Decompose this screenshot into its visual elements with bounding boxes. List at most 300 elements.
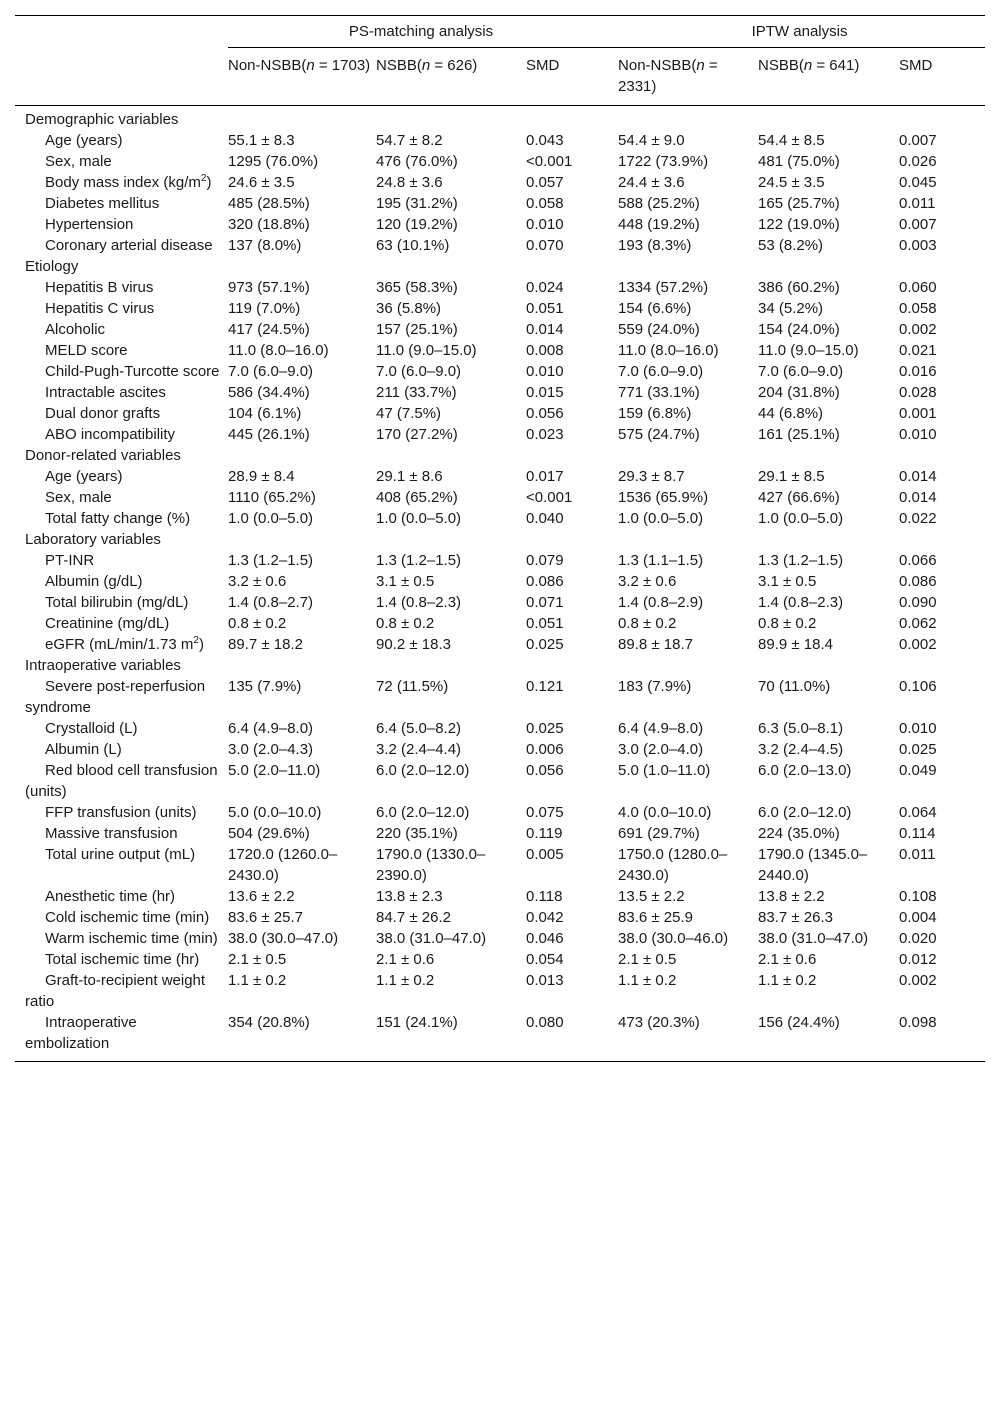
table-cell: 54.4 ± 9.0 — [618, 132, 685, 149]
table-cell: 0.011 — [899, 195, 936, 212]
table-row — [15, 718, 985, 739]
table-row — [15, 823, 985, 844]
variable-text: Diabetes mellitus — [45, 195, 160, 212]
col-header-n: n — [306, 57, 315, 74]
table-cell: 0.8 ± 0.2 — [228, 615, 287, 632]
col-header-n: n — [803, 57, 813, 74]
category-label: Donor-related variables — [25, 447, 181, 464]
table-cell: 0.012 — [899, 951, 937, 968]
variable-text: Massive transfusion — [45, 825, 178, 842]
table-cell: 54.4 ± 8.5 — [758, 132, 825, 149]
table-cell: 0.043 — [526, 132, 564, 149]
table-row — [15, 886, 985, 907]
table-cell: 320 (18.8%) — [228, 216, 310, 233]
table-cell: 6.4 (5.0–8.2) — [376, 720, 462, 737]
variable-text: Sex, male — [45, 153, 112, 170]
table-cell: 0.010 — [899, 426, 937, 443]
table-cell: 0.028 — [899, 384, 937, 401]
table-cell: 0.015 — [526, 384, 564, 401]
col-header — [758, 48, 899, 106]
variable-label — [15, 298, 228, 319]
table-cell: 6.0 (2.0–13.0) — [758, 762, 852, 779]
table-cell: 586 (34.4%) — [228, 384, 310, 401]
table-cell: 0.106 — [899, 678, 937, 695]
table-cell: 588 (25.2%) — [618, 195, 700, 212]
table-cell: 0.119 — [526, 825, 563, 842]
table-cell: 1790.0 (1330.0–2390.0) — [376, 846, 486, 884]
table-cell: 84.7 ± 26.2 — [376, 909, 451, 926]
variable-label — [15, 466, 228, 487]
variable-label — [15, 1012, 228, 1062]
col-header-count: = 2331) — [618, 57, 718, 95]
table-cell: 83.6 ± 25.7 — [228, 909, 303, 926]
variable-label — [15, 949, 228, 970]
table-cell: 119 (7.0%) — [228, 300, 301, 317]
table-cell: 0.021 — [899, 342, 937, 359]
category-row — [15, 445, 985, 466]
table-cell: 0.080 — [526, 1012, 618, 1062]
table-cell: 0.040 — [526, 510, 564, 527]
table-cell: 161 (25.1%) — [758, 426, 840, 443]
table-cell: 417 (24.5%) — [228, 321, 310, 338]
variable-text: Child-Pugh-Turcotte score — [45, 363, 220, 380]
variable-label — [15, 172, 228, 193]
table-cell: 7.0 (6.0–9.0) — [758, 363, 844, 380]
table-cell: 0.014 — [526, 321, 564, 338]
variable-label — [15, 550, 228, 571]
category-row — [15, 256, 985, 277]
table-cell: <0.001 — [526, 489, 573, 506]
table-cell: 3.1 ± 0.5 — [758, 573, 817, 590]
table-cell: 220 (35.1%) — [376, 825, 458, 842]
table-cell: 0.007 — [899, 216, 937, 233]
variable-label — [15, 214, 228, 235]
table-cell: 1536 (65.9%) — [618, 489, 709, 506]
variable-text: Sex, male — [45, 489, 112, 506]
table-cell: 0.062 — [899, 615, 937, 632]
table-cell: 165 (25.7%) — [758, 195, 840, 212]
table-cell: 0.042 — [526, 909, 564, 926]
table-cell: 13.8 ± 2.2 — [758, 888, 825, 905]
table-cell: 0.070 — [526, 237, 564, 254]
table-cell: 195 (31.2%) — [376, 195, 458, 212]
variable-label — [15, 970, 228, 1012]
col-header-label: NSBB( — [376, 57, 422, 74]
table-cell: 1295 (76.0%) — [228, 153, 319, 170]
table-cell: 4.0 (0.0–10.0) — [618, 804, 712, 821]
table-cell: 13.5 ± 2.2 — [618, 888, 685, 905]
table-row — [15, 298, 985, 319]
table-cell: 1.0 (0.0–5.0) — [758, 510, 844, 527]
variable-text: Intraoperative embolization — [25, 1014, 137, 1052]
table-row — [15, 340, 985, 361]
table-row — [15, 361, 985, 382]
table-cell: 448 (19.2%) — [618, 216, 700, 233]
variable-label — [15, 361, 228, 382]
table-cell: 481 (75.0%) — [758, 153, 840, 170]
variable-text: Creatinine (mg/dL) — [45, 615, 170, 632]
table-cell: 473 (20.3%) — [618, 1012, 758, 1062]
iptw-header: IPTW analysis — [618, 16, 985, 48]
table-cell: 354 (20.8%) — [228, 1012, 376, 1062]
table-cell: 204 (31.8%) — [758, 384, 840, 401]
variable-label — [15, 592, 228, 613]
table-cell: 72 (11.5%) — [376, 678, 449, 695]
variable-text: Crystalloid (L) — [45, 720, 138, 737]
table-cell: 1.1 ± 0.2 — [618, 972, 677, 989]
table-cell: 0.056 — [526, 762, 564, 779]
table-cell: 0.086 — [899, 573, 937, 590]
table-cell: 120 (19.2%) — [376, 216, 458, 233]
variable-label — [15, 130, 228, 151]
table-cell: 137 (8.0%) — [228, 237, 302, 254]
table-cell: 691 (29.7%) — [618, 825, 700, 842]
table-cell: 386 (60.2%) — [758, 279, 840, 296]
table-row — [15, 382, 985, 403]
variable-text: Total urine output (mL) — [45, 846, 196, 863]
table-cell: 24.8 ± 3.6 — [376, 174, 443, 191]
table-row — [15, 907, 985, 928]
group-header-row — [15, 16, 985, 48]
col-header-count: = 641) — [812, 57, 860, 74]
table-cell: 6.0 (2.0–12.0) — [376, 804, 470, 821]
variable-text: Total fatty change (%) — [45, 510, 191, 527]
table-cell: 0.013 — [526, 972, 564, 989]
col-header-count: = 626) — [430, 57, 478, 74]
table-row — [15, 1012, 985, 1062]
table-cell: 0.024 — [526, 279, 564, 296]
table-cell: 0.118 — [526, 888, 563, 905]
table-cell: 504 (29.6%) — [228, 825, 310, 842]
table-cell: 29.1 ± 8.6 — [376, 468, 443, 485]
table-cell: 7.0 (6.0–9.0) — [618, 363, 704, 380]
table-cell: 0.098 — [899, 1012, 985, 1062]
variable-text: Severe post-reperfusion syndrome — [25, 678, 206, 716]
variable-text: FFP transfusion (units) — [45, 804, 197, 821]
col-header — [618, 48, 758, 106]
table-cell: 2.1 ± 0.5 — [228, 951, 287, 968]
col-header — [376, 48, 526, 106]
variable-label — [15, 508, 228, 529]
variable-label — [15, 823, 228, 844]
table-cell: 0.064 — [899, 804, 937, 821]
table-cell: 154 (6.6%) — [618, 300, 692, 317]
variable-text: Warm ischemic time (min) — [45, 930, 218, 947]
variable-label — [15, 634, 228, 655]
table-cell: 365 (58.3%) — [376, 279, 458, 296]
table-cell: 29.1 ± 8.5 — [758, 468, 825, 485]
col-header-n: n — [421, 57, 431, 74]
table-body — [15, 106, 985, 1062]
table-cell: 28.9 ± 8.4 — [228, 468, 295, 485]
table-cell: 0.023 — [526, 426, 564, 443]
variable-text: Body mass index (kg/m — [45, 174, 201, 191]
table-cell: 183 (7.9%) — [618, 678, 692, 695]
superscript: 2 — [200, 173, 207, 184]
variable-text: MELD score — [45, 342, 128, 359]
table-cell: 1.1 ± 0.2 — [376, 972, 435, 989]
table-row — [15, 214, 985, 235]
table-cell: 0.002 — [899, 321, 937, 338]
table-row — [15, 844, 985, 886]
table-cell: 38.0 (30.0–47.0) — [228, 930, 339, 947]
table-row — [15, 151, 985, 172]
table-cell: 1.4 (0.8–2.9) — [618, 594, 704, 611]
table-cell: 122 (19.0%) — [758, 216, 840, 233]
table-cell: 1.0 (0.0–5.0) — [228, 510, 314, 527]
label-suffix: ) — [206, 174, 212, 191]
variable-label — [15, 802, 228, 823]
table-cell: 7.0 (6.0–9.0) — [228, 363, 314, 380]
variable-label — [15, 151, 228, 172]
table-cell: 0.049 — [899, 762, 937, 779]
table-cell: 24.4 ± 3.6 — [618, 174, 685, 191]
table-cell: 0.003 — [899, 237, 937, 254]
table-cell: 83.7 ± 26.3 — [758, 909, 833, 926]
table-row — [15, 739, 985, 760]
table-cell: 3.2 ± 0.6 — [618, 573, 677, 590]
table-cell: 0.8 ± 0.2 — [376, 615, 435, 632]
variable-text: Graft-to-recipient weight ratio — [25, 972, 206, 1010]
variable-text: Red blood cell transfusion (units) — [25, 762, 218, 800]
col-header-label: Non-NSBB( — [228, 57, 307, 74]
table-cell: 151 (24.1%) — [376, 1012, 526, 1062]
table-cell: 0.010 — [526, 363, 564, 380]
table-cell: 0.051 — [526, 300, 564, 317]
table-cell: 1.3 (1.2–1.5) — [376, 552, 462, 569]
variable-label — [15, 277, 228, 298]
table-cell: 2.1 ± 0.5 — [618, 951, 677, 968]
table-cell: 1.0 (0.0–5.0) — [618, 510, 704, 527]
table-row — [15, 676, 985, 718]
table-cell: 0.016 — [899, 363, 937, 380]
variable-text: Age (years) — [45, 132, 123, 149]
table-cell: 0.046 — [526, 930, 564, 947]
category-row — [15, 529, 985, 550]
table-row — [15, 949, 985, 970]
table-cell: 0.114 — [899, 825, 936, 842]
table-cell: 11.0 (8.0–16.0) — [228, 342, 329, 359]
table-cell: 0.086 — [526, 573, 564, 590]
table-cell: 0.008 — [526, 342, 564, 359]
table-cell: 0.010 — [899, 720, 937, 737]
table-cell: 0.066 — [899, 552, 937, 569]
variable-text: Albumin (g/dL) — [45, 573, 143, 590]
variable-label — [15, 340, 228, 361]
table-cell: 1722 (73.9%) — [618, 153, 709, 170]
table-cell: 1720.0 (1260.0–2430.0) — [228, 846, 338, 884]
table-cell: 0.017 — [526, 468, 564, 485]
table-cell: 445 (26.1%) — [228, 426, 310, 443]
variable-label — [15, 718, 228, 739]
table-row — [15, 424, 985, 445]
variable-label — [15, 613, 228, 634]
table-cell: 89.9 ± 18.4 — [758, 636, 833, 653]
variable-label — [15, 739, 228, 760]
table-cell: 54.7 ± 8.2 — [376, 132, 443, 149]
table-cell: 0.002 — [899, 972, 937, 989]
table-cell: 3.0 (2.0–4.3) — [228, 741, 314, 758]
variable-label — [15, 886, 228, 907]
variable-text: Alcoholic — [45, 321, 106, 338]
table-cell: 44 (6.8%) — [758, 405, 824, 422]
table-cell: 6.3 (5.0–8.1) — [758, 720, 844, 737]
table-cell: 0.075 — [526, 804, 564, 821]
table-cell: 36 (5.8%) — [376, 300, 442, 317]
table-cell: 0.002 — [899, 636, 937, 653]
table-cell: 13.6 ± 2.2 — [228, 888, 295, 905]
table-cell: 1.3 (1.2–1.5) — [758, 552, 844, 569]
table-row — [15, 130, 985, 151]
table-row — [15, 466, 985, 487]
table-cell: 0.090 — [899, 594, 937, 611]
table-cell: 0.025 — [899, 741, 937, 758]
variable-label — [15, 382, 228, 403]
category-label: Etiology — [25, 258, 79, 275]
variable-text: Albumin (L) — [45, 741, 122, 758]
variable-text: eGFR (mL/min/1.73 m — [45, 636, 194, 653]
table-cell: 104 (6.1%) — [228, 405, 302, 422]
table-cell: 485 (28.5%) — [228, 195, 310, 212]
table-cell: 476 (76.0%) — [376, 153, 458, 170]
table-cell: 38.0 (30.0–46.0) — [618, 930, 729, 947]
table-cell: 159 (6.8%) — [618, 405, 692, 422]
variable-text: Age (years) — [45, 468, 123, 485]
table-cell: 1790.0 (1345.0–2440.0) — [758, 846, 868, 884]
table-cell: 89.8 ± 18.7 — [618, 636, 693, 653]
table-cell: 5.0 (0.0–10.0) — [228, 804, 322, 821]
table-cell: 1750.0 (1280.0–2430.0) — [618, 846, 728, 884]
variable-label — [15, 928, 228, 949]
category-label: Demographic variables — [25, 111, 179, 128]
table-cell: 1.3 (1.1–1.5) — [618, 552, 704, 569]
variable-text: Coronary arterial disease — [45, 237, 213, 254]
variable-label — [15, 676, 228, 718]
table-cell: 5.0 (1.0–11.0) — [618, 762, 711, 779]
table-cell: 38.0 (31.0–47.0) — [376, 930, 487, 947]
variable-label — [15, 844, 228, 886]
baseline-characteristics-table — [15, 15, 985, 1062]
col-header — [899, 48, 985, 106]
table-cell: 34 (5.2%) — [758, 300, 824, 317]
variable-text: Cold ischemic time (min) — [45, 909, 210, 926]
col-header-label: NSBB( — [758, 57, 804, 74]
table-cell: 0.004 — [899, 909, 937, 926]
variable-label — [15, 907, 228, 928]
table-cell: 11.0 (8.0–16.0) — [618, 342, 719, 359]
table-cell: 0.026 — [899, 153, 937, 170]
table-cell: 559 (24.0%) — [618, 321, 700, 338]
table-cell: 11.0 (9.0–15.0) — [758, 342, 859, 359]
table-cell: 0.025 — [526, 720, 564, 737]
table-cell: 0.045 — [899, 174, 937, 191]
table-cell: 11.0 (9.0–15.0) — [376, 342, 477, 359]
table-cell: 6.0 (2.0–12.0) — [376, 762, 470, 779]
table-row — [15, 550, 985, 571]
table-cell: 3.2 ± 0.6 — [228, 573, 287, 590]
table-cell: 157 (25.1%) — [376, 321, 458, 338]
table-row — [15, 634, 985, 655]
header-variable-blank — [15, 48, 228, 106]
table-row — [15, 277, 985, 298]
table-row — [15, 928, 985, 949]
variable-label — [15, 193, 228, 214]
variable-text: Dual donor grafts — [45, 405, 161, 422]
table-cell: 0.011 — [899, 846, 936, 863]
variable-text: ABO incompatibility — [45, 426, 176, 443]
col-header-count: = 1703) — [314, 57, 371, 74]
variable-text: PT-INR — [45, 552, 95, 569]
table-cell: 1334 (57.2%) — [618, 279, 709, 296]
table-cell: 0.005 — [526, 846, 564, 863]
table-cell: 83.6 ± 25.9 — [618, 909, 693, 926]
table-cell: 53 (8.2%) — [758, 237, 824, 254]
table-cell: 13.8 ± 2.3 — [376, 888, 443, 905]
column-header-row — [15, 48, 985, 106]
table-row — [15, 508, 985, 529]
table-cell: 0.025 — [526, 636, 564, 653]
table-cell: 0.8 ± 0.2 — [618, 615, 677, 632]
table-cell: 1.4 (0.8–2.3) — [376, 594, 462, 611]
table-cell: 1.3 (1.2–1.5) — [228, 552, 314, 569]
table-cell: 0.006 — [526, 741, 564, 758]
table-row — [15, 319, 985, 340]
table-row — [15, 802, 985, 823]
category-row — [15, 106, 985, 131]
table-cell: 0.079 — [526, 552, 564, 569]
table-cell: 70 (11.0%) — [758, 678, 831, 695]
table-cell: 38.0 (31.0–47.0) — [758, 930, 869, 947]
table-cell: 0.071 — [526, 594, 564, 611]
variable-text: Total ischemic time (hr) — [45, 951, 200, 968]
table-cell: 0.058 — [899, 300, 937, 317]
table-cell: 0.014 — [899, 489, 937, 506]
table-cell: 1.0 (0.0–5.0) — [376, 510, 462, 527]
table-cell: 1.1 ± 0.2 — [758, 972, 817, 989]
table-cell: 89.7 ± 18.2 — [228, 636, 303, 653]
category-label: Laboratory variables — [25, 531, 161, 548]
table-cell: 154 (24.0%) — [758, 321, 840, 338]
table-cell: 211 (33.7%) — [376, 384, 457, 401]
table-cell: 0.051 — [526, 615, 564, 632]
table-row — [15, 487, 985, 508]
table-cell: 3.0 (2.0–4.0) — [618, 741, 704, 758]
table-cell: <0.001 — [526, 153, 573, 170]
table-row — [15, 235, 985, 256]
table-row — [15, 193, 985, 214]
table-row — [15, 592, 985, 613]
table-row — [15, 613, 985, 634]
variable-text: Hepatitis B virus — [45, 279, 154, 296]
table-cell: 0.022 — [899, 510, 937, 527]
variable-label — [15, 235, 228, 256]
variable-text: Hypertension — [45, 216, 134, 233]
col-header — [526, 48, 618, 106]
table-cell: 1.4 (0.8–2.3) — [758, 594, 844, 611]
variable-label — [15, 487, 228, 508]
table-cell: 0.054 — [526, 951, 564, 968]
table-cell: 0.014 — [899, 468, 937, 485]
table-cell: 575 (24.7%) — [618, 426, 700, 443]
table-cell: 0.001 — [899, 405, 937, 422]
table-cell: 3.1 ± 0.5 — [376, 573, 435, 590]
table-cell: 1110 (65.2%) — [228, 489, 316, 506]
table-cell: 0.057 — [526, 174, 564, 191]
variable-text: Hepatitis C virus — [45, 300, 155, 317]
table-cell: 29.3 ± 8.7 — [618, 468, 685, 485]
col-header-n: n — [696, 57, 705, 74]
col-header-label: SMD — [899, 57, 933, 74]
